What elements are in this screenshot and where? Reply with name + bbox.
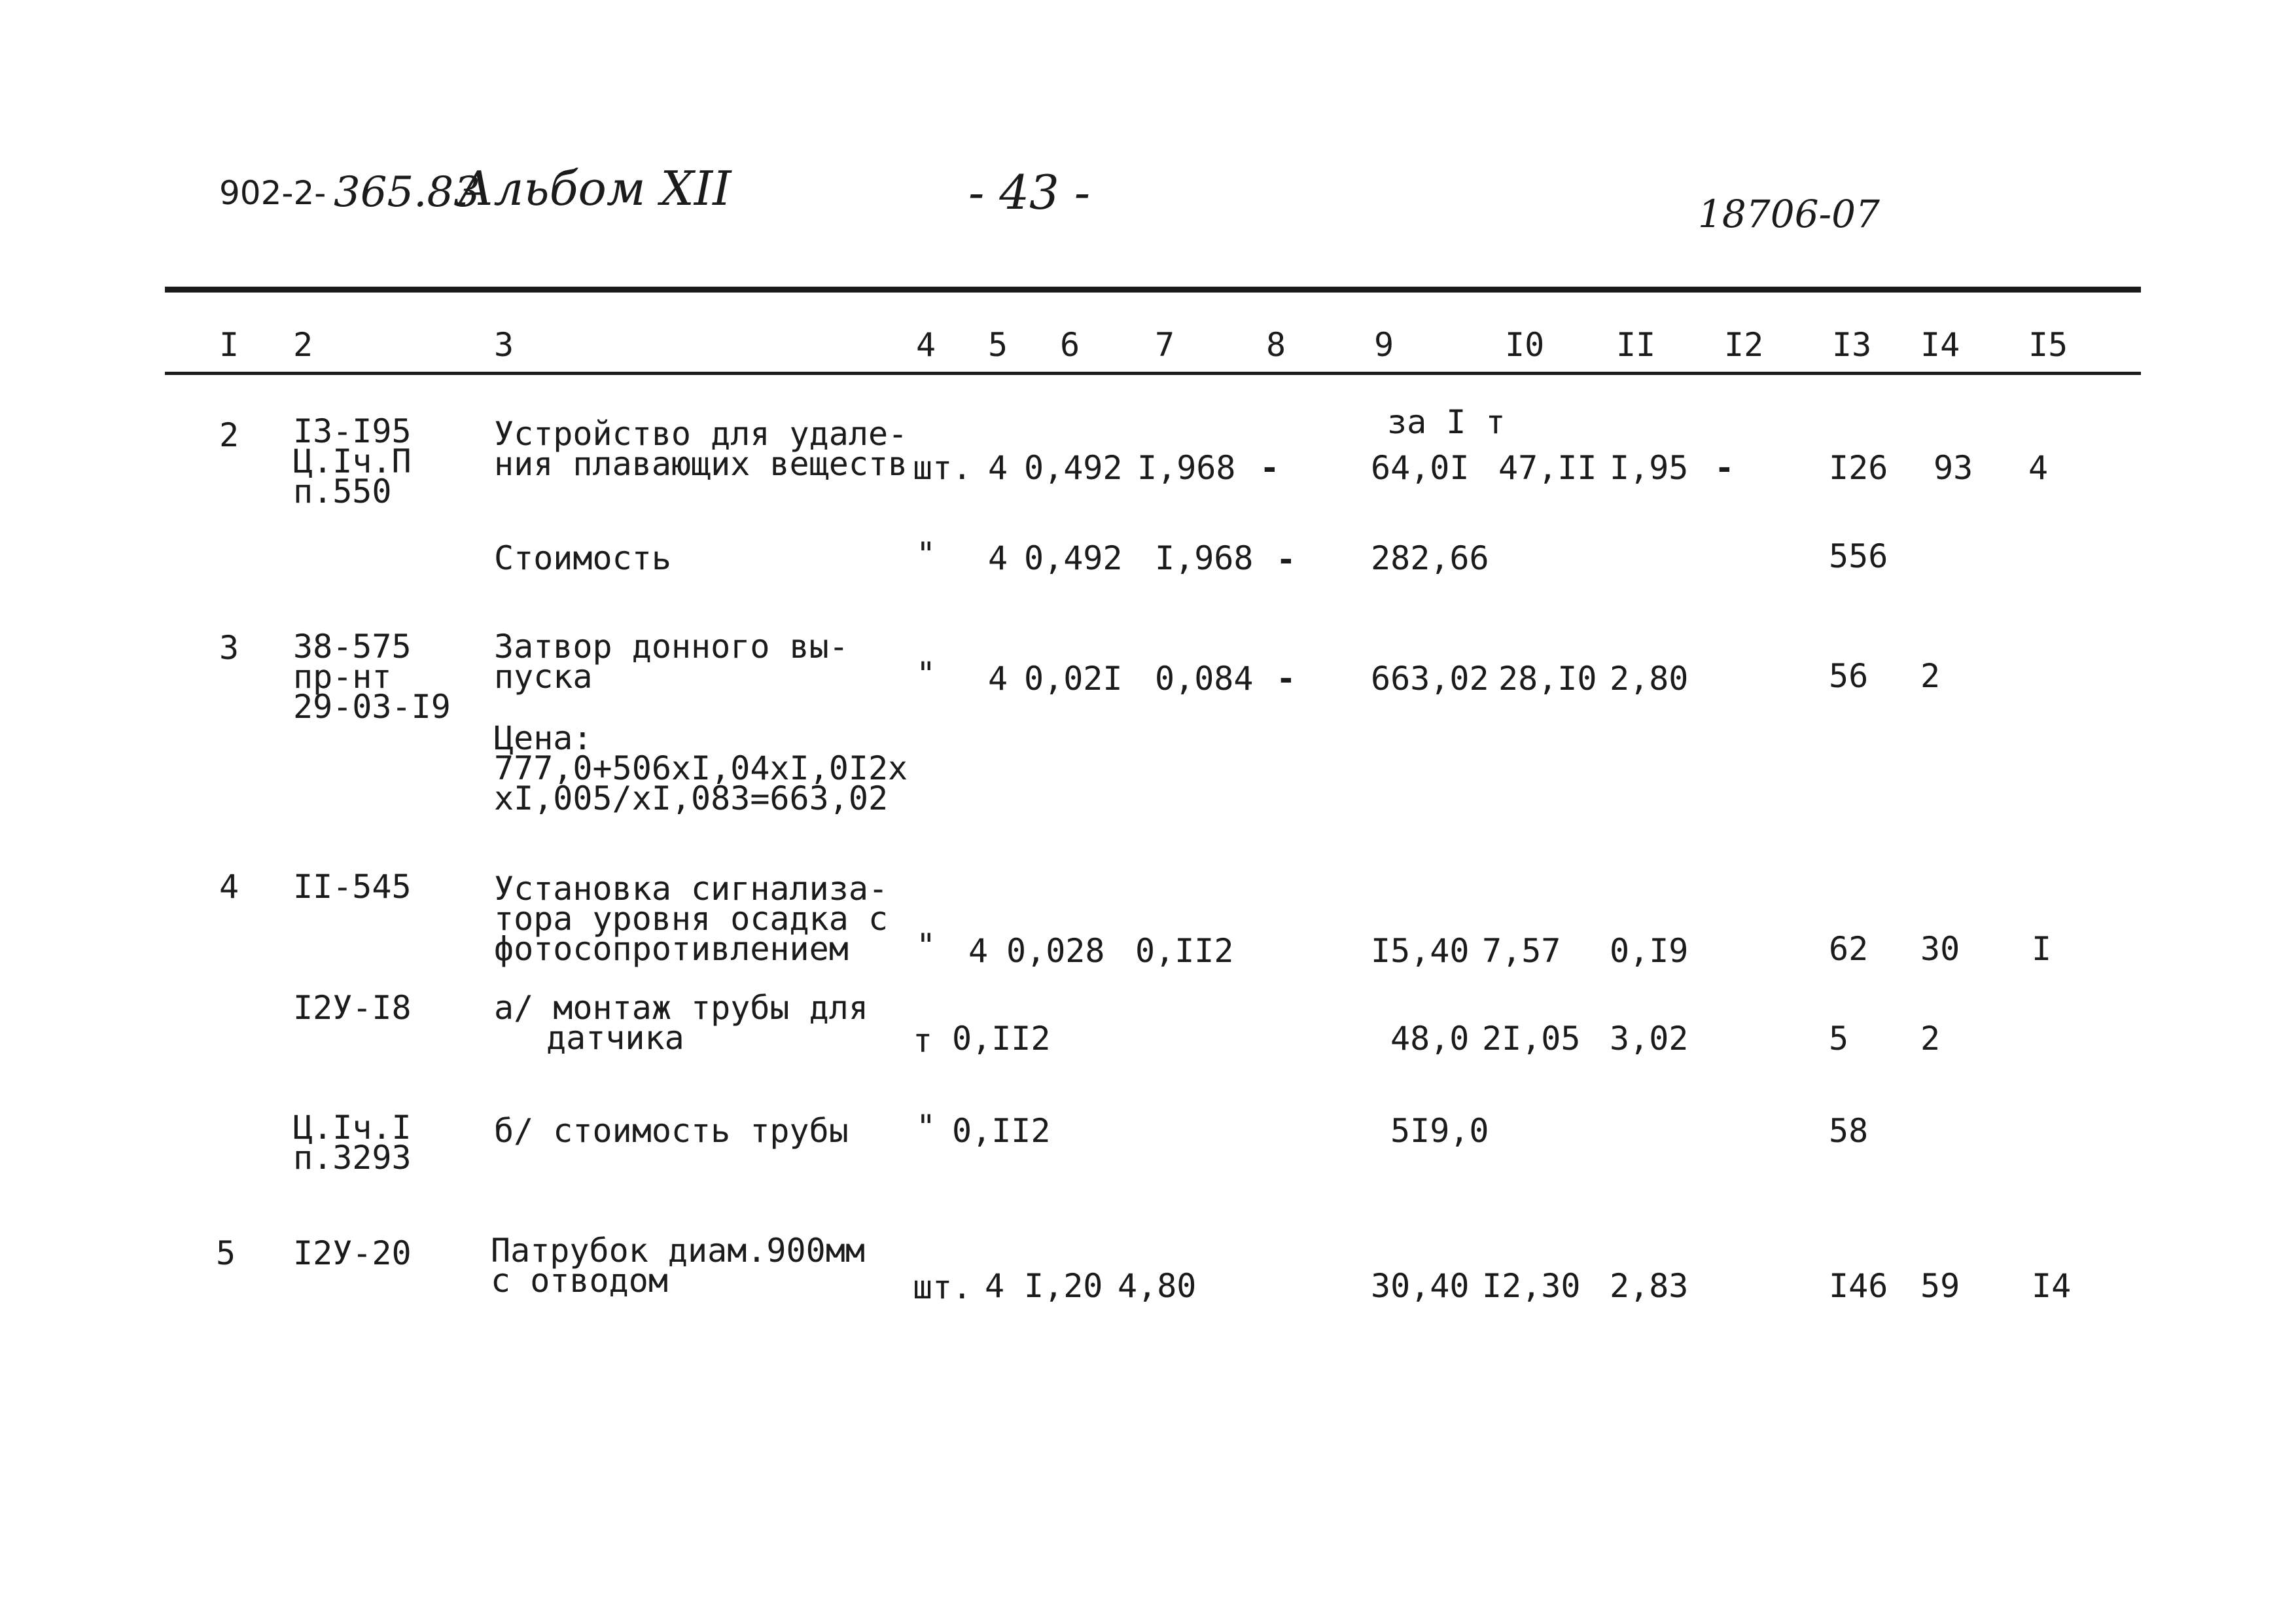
value-col9: 48,0 [1390,1020,1470,1058]
value-col9: 663,02 [1371,660,1489,698]
value-col10: I2,30 [1482,1267,1581,1305]
price-line: xI,005/xI,083=663,02 [494,779,889,817]
value-col9: 64,0I [1371,449,1470,487]
value-col15: I [2032,930,2052,968]
quantity: 4 [985,1267,1005,1305]
column-header: I5 [2028,326,2068,364]
value-col13: 58 [1829,1112,1869,1150]
document-code-handwritten: 365.83 [334,168,480,217]
value-col14: 2 [1920,657,1941,695]
item-name-line: с отводом [491,1262,668,1300]
item-name [494,870,889,968]
value-col13: 62 [1829,930,1869,968]
quantity: 4 [988,449,1008,487]
rate-code [293,412,412,510]
price-line: 777,0+506xI,04xI,0I2x [494,749,908,787]
unit-note: за I т [1387,403,1506,441]
value-col14: 59 [1920,1267,1960,1305]
column-header: II [1616,326,1656,364]
item-name-line: тора уровня осадка с [494,900,889,938]
item-name-line: Установка сигнализа- [494,870,889,908]
value-col11: 2,83 [1610,1267,1689,1305]
value-col6: 0,II2 [952,1020,1051,1058]
unit: шт. [913,1268,972,1306]
document-code: 902-2- [219,174,327,212]
item-name-line: Патрубок диам.900мм [491,1232,865,1270]
column-header: 8 [1266,326,1286,364]
value-col10: 47,II [1498,449,1597,487]
album-label: Альбом XII [458,161,732,216]
value-col13: 5 [1829,1020,1849,1058]
unit: " [916,655,936,693]
unit: " [916,535,936,573]
item-name [494,989,868,1057]
rate-code: I2У-20 [293,1234,412,1272]
value-col13: I26 [1829,449,1888,487]
value-col15: 4 [2028,449,2049,487]
value-col14: 30 [1920,930,1960,968]
unit: " [916,1108,936,1146]
value-col11: 0,I9 [1610,932,1689,970]
value-col12: - [1718,449,1731,487]
item-name [491,1232,865,1300]
column-header: I4 [1920,326,1960,364]
value-col7: 4,80 [1118,1267,1197,1305]
rate-code-line: 29-03-I9 [293,688,451,726]
rate-code-line: 38-575 [293,628,412,666]
price-line: Цена: [494,719,593,757]
value-col10: 7,57 [1482,932,1561,970]
value-col7: I,968 [1137,449,1236,487]
rate-code [293,1109,412,1177]
rate-code-line: I3-I95 [293,412,412,450]
item-name-line: фотосопротивлением [494,930,849,968]
rate-code: II-545 [293,868,412,906]
unit: " [916,927,936,965]
rate-code [293,628,451,726]
value-col13: 556 [1829,537,1888,575]
rate-code-line: Ц.Iч.П [293,442,412,480]
column-header: I2 [1724,326,1764,364]
row-number: 5 [216,1234,236,1272]
registration-number: 18706-07 [1698,192,1880,236]
item-name: б/ стоимость трубы [494,1112,849,1150]
item-name-line: пуска [494,658,593,696]
column-header: I0 [1505,326,1545,364]
rate-code-line: Ц.Iч.I [293,1109,412,1147]
value-col6: 0,492 [1024,539,1123,577]
item-name [494,628,849,696]
value-col9: I5,40 [1371,932,1470,970]
value-col14: 93 [1934,449,1973,487]
quantity: 4 [988,539,1008,577]
top-rule [165,287,2141,293]
value-col6: 0,492 [1024,449,1123,487]
value-col8: - [1279,660,1293,698]
row-number: 4 [219,868,239,906]
row-number: 2 [219,416,239,454]
item-name-line: Устройство для удале- [494,415,908,453]
column-header: 2 [293,326,313,364]
value-col11: 2,80 [1610,660,1689,698]
value-col8: - [1279,541,1293,579]
item-name-line: датчика [546,1019,684,1057]
rate-code-line: п.3293 [293,1139,412,1177]
column-header: 9 [1374,326,1394,364]
quantity: 4 [988,660,1008,698]
item-name-line: Затвор донного вы- [494,628,849,666]
rate-code-line: пр-нт [293,658,392,696]
price-calculation [494,719,908,817]
value-col9: 5I9,0 [1390,1112,1489,1150]
value-col6: 0,028 [1006,932,1105,970]
column-header: 6 [1060,326,1080,364]
value-col6: I,20 [1024,1267,1103,1305]
column-header: 7 [1155,326,1175,364]
value-col9: 282,66 [1371,539,1489,577]
item-name-line: ния плавающих веществ [494,445,908,483]
row-number: 3 [219,629,239,667]
rate-code-line: п.550 [293,473,392,510]
column-header: I [219,326,239,364]
item-name: Стоимость [494,539,671,577]
value-col14: 2 [1920,1020,1941,1058]
value-col11: I,95 [1610,449,1689,487]
rate-code: I2У-I8 [293,989,412,1027]
column-header: I3 [1832,326,1872,364]
value-col9: 30,40 [1371,1267,1470,1305]
value-col6: 0,II2 [952,1112,1051,1150]
column-header: 4 [916,326,936,364]
value-col13: 56 [1829,657,1869,695]
header-rule [165,372,2141,375]
value-col10: 2I,05 [1482,1020,1581,1058]
item-name-line: а/ монтаж трубы для [494,989,868,1027]
value-col8: - [1263,449,1277,487]
page-number: - 43 - [968,165,1091,220]
value-col7: I,968 [1155,539,1254,577]
column-header: 3 [494,326,514,364]
unit: шт. [913,449,972,487]
unit: т [913,1022,933,1060]
value-col15: I4 [2032,1267,2072,1305]
value-col7: 0,084 [1155,660,1254,698]
value-col13: I46 [1829,1267,1888,1305]
item-name [494,415,908,483]
column-header: 5 [988,326,1008,364]
value-col7: 0,II2 [1135,932,1234,970]
value-col6: 0,02I [1024,660,1123,698]
value-col11: 3,02 [1610,1020,1689,1058]
quantity: 4 [968,932,989,970]
value-col10: 28,I0 [1498,660,1597,698]
